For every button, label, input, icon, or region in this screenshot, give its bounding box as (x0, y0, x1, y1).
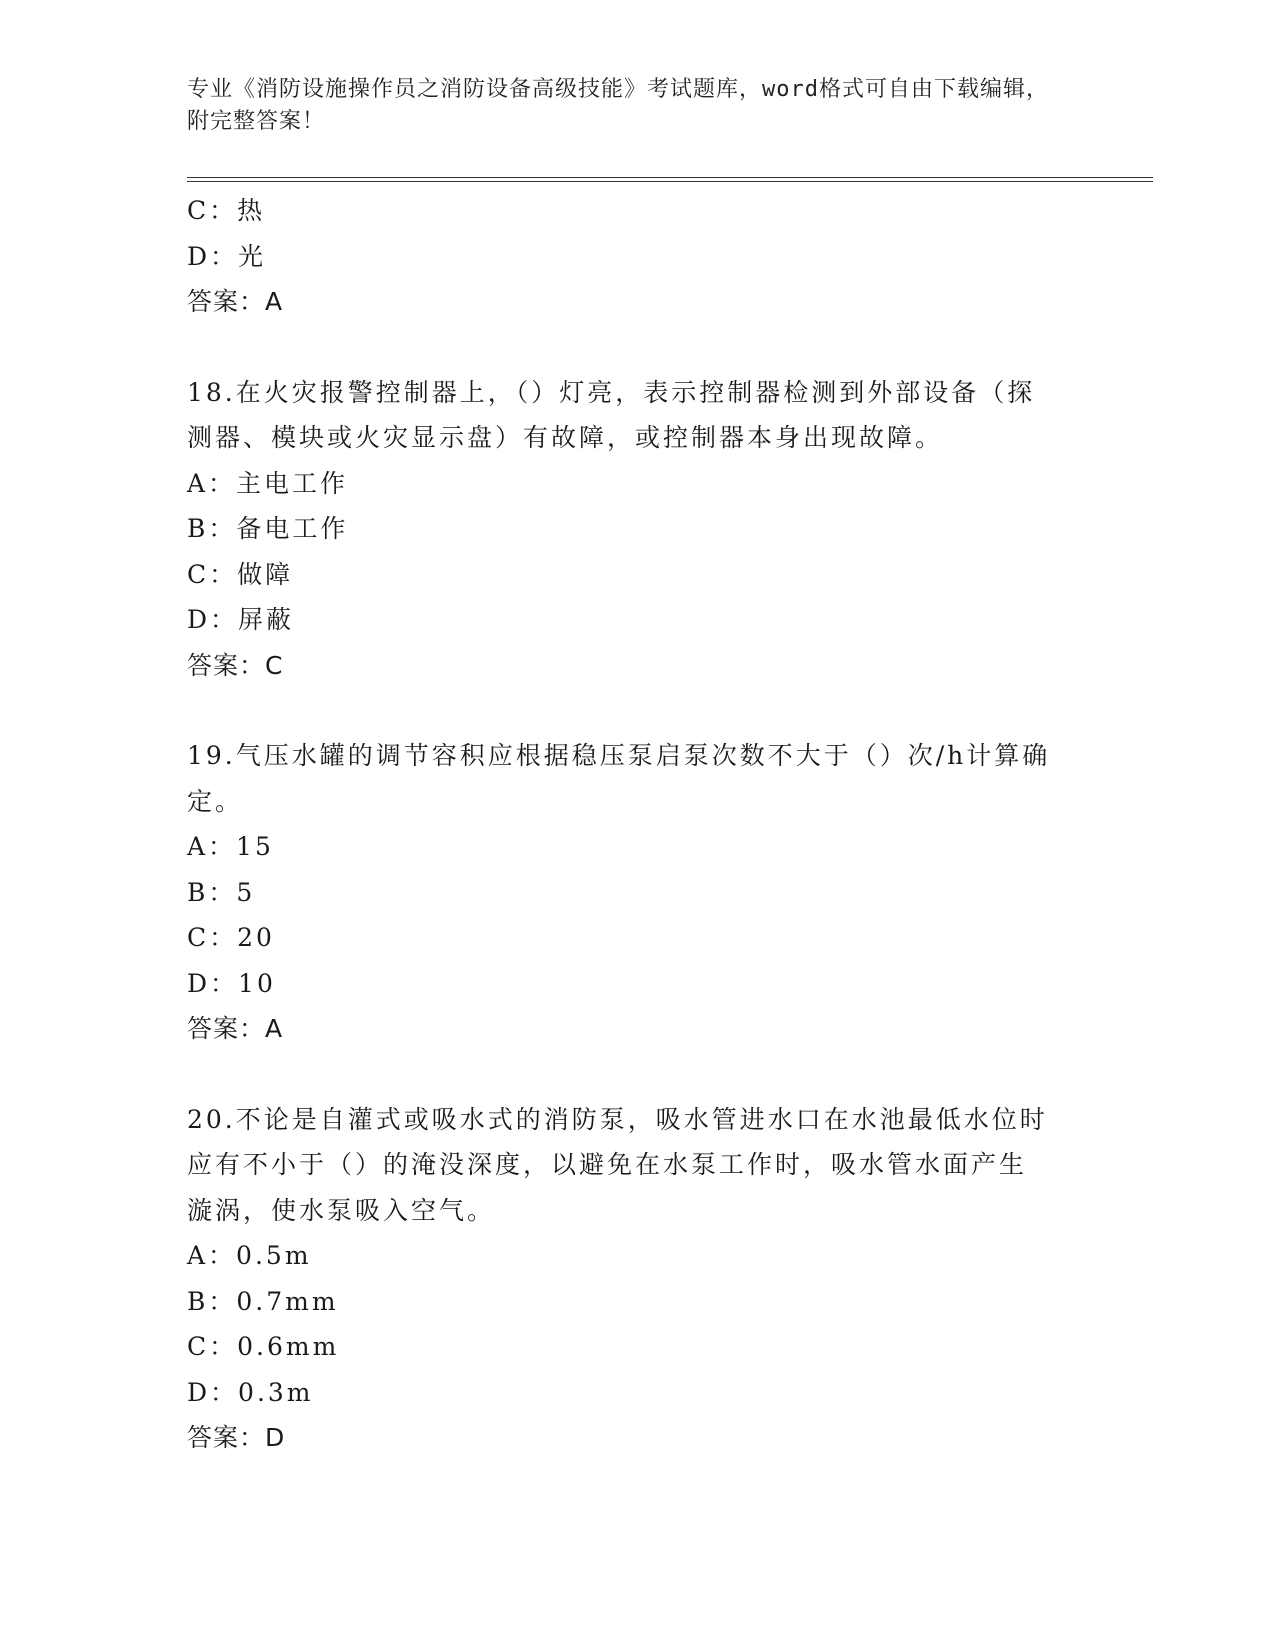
document-header: 专业《消防设施操作员之消防设备高级技能》考试题库，word格式可自由下载编辑，附完整答案！ (187, 77, 1049, 134)
question-19 (187, 733, 1087, 1052)
spacer (187, 325, 1087, 370)
question-text-line: 定。 (187, 786, 244, 816)
answer-line: 答案：A (187, 1014, 284, 1043)
header-rule-top (187, 177, 1153, 178)
header-rule-bottom (187, 181, 1153, 182)
question-text-line: 18.在火灾报警控制器上，（）灯亮，表示控制器检测到外部设备（探 (187, 377, 1036, 407)
option-c: C：20 (187, 923, 275, 952)
spacer (187, 1052, 1087, 1097)
spacer (187, 688, 1087, 733)
answer-line: 答案：A (187, 287, 284, 316)
option-d: D：0.3m (187, 1377, 314, 1407)
answer-line: 答案：D (187, 1423, 286, 1452)
option-c: C：热 (187, 196, 266, 225)
answer-line: 答案：C (187, 650, 284, 680)
option-a: A：主电工作 (187, 468, 349, 498)
option-d: D：光 (187, 241, 267, 271)
option-c: C：0.6mm (187, 1332, 340, 1361)
option-b: B：0.7mm (187, 1286, 339, 1316)
option-d: D：10 (187, 968, 276, 998)
question-text-line: 漩涡，使水泵吸入空气。 (187, 1195, 496, 1225)
question-20 (187, 1097, 1087, 1461)
question-list (187, 188, 1087, 1461)
option-c: C：做障 (187, 559, 294, 589)
option-a: A：0.5m (187, 1241, 312, 1270)
question-text-line: 19.气压水罐的调节容积应根据稳压泵启泵次数不大于（）次/h计算确 (187, 741, 1051, 770)
question-text-line: 测器、模块或火灾显示盘）有故障，或控制器本身出现故障。 (187, 423, 944, 452)
option-b: B：备电工作 (187, 514, 349, 543)
option-a: A：15 (187, 832, 274, 861)
option-d: D：屏蔽 (187, 605, 295, 634)
question-18 (187, 370, 1087, 689)
question-17-fragment (187, 188, 1087, 325)
question-text-line: 应有不小于（）的淹没深度，以避免在水泵工作时，吸水管水面产生 (187, 1150, 1028, 1179)
option-b: B：5 (187, 877, 256, 907)
question-text-line: 20.不论是自灌式或吸水式的消防泵，吸水管进水口在水池最低水位时 (187, 1104, 1048, 1134)
